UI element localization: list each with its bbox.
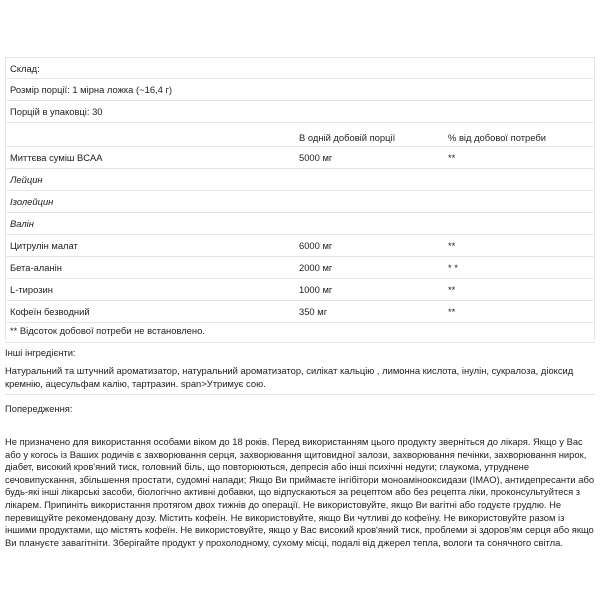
composition-title: Склад: [10,63,40,74]
table-row [5,169,595,191]
table-row [5,147,595,169]
warnings-section [5,394,595,548]
ingredient-name: Ізолейцин [10,196,54,207]
table-row [5,213,595,235]
ingredient-name: Цитрулін малат [10,240,78,251]
warnings-title: Попередження: [5,403,73,414]
ingredient-daily-value: * * [448,262,458,273]
warnings-text: Не призначено для використання особами віком до 18 років. Перед використанням цього продукту зверніться до лікаря. Якщо у Вас або у когось із Ваших родичів є захворювання серця, захворювання щитовидної залози, захворювання печінки, захворювання нирок, діабет, високий кров'яний тиск, головний біль, що повторюються, депресія або інші психічні недуги; глаукома, утруднене сечовипускання, збільшення простати, судомні напади; Якщо Ви приймаєте інгібітори моноамінооксидази (IMAO), антидепресанти або будь-які інші лікарські засоби, біологічно активні добавки, що відпускаються за рецептом або без рецепта ліки, проконсультуйтеся з лікарем. Припиніть використання протягом двох тижнів до операції. Не використовуйте, якщо Ви вагітні або годуєте грудлю. Не перевищуйте рекомендовану дозу. Містить кофеїн. Не використовуйте, якщо Ви чутливі до кофеїну. Не використовуйте разом із іншими продуктами, що містять кофеїн. Не використовуйте, якщо у Вас високий кров'яний тиск, проблеми зі здоров'ям серця або якщо Ви плануєте завагітніти. Зберігайте продукт у прохолодному, сухому місці, подалі від джерел тепла, вологи та сонячного світла. [5,436,595,548]
table-row [5,235,595,257]
table-header-row [5,123,595,147]
column-header-per-serving: В одній добовій порції [299,132,396,143]
ingredient-name: L-тирозин [10,284,53,295]
servings-per-container-row [5,101,595,123]
ingredient-name: Лейцин [10,174,43,185]
other-ingredients-section [5,342,595,389]
ingredient-amount: 350 мг [299,306,328,317]
ingredient-amount: 6000 мг [299,240,333,251]
ingredient-name: Миттєва суміш BCAA [10,152,103,163]
ingredient-daily-value: ** [448,284,456,295]
serving-size-row [5,79,595,101]
serving-size: Розмір порції: 1 мірна ложка (~16,4 г) [10,84,172,95]
ingredient-amount: 2000 мг [299,262,333,273]
table-row [5,301,595,323]
other-ingredients-text: Натуральний та штучний ароматизатор, натуральний ароматизатор, силікат кальцію , лимонна кислота, інулін, сукралоза, діоксид кремнію, ацесульфам калію, тартразин. span>Утримує сою. [5,365,574,389]
footnote-row [5,323,595,340]
ingredient-daily-value: ** [448,306,456,317]
ingredient-daily-value: ** [448,152,456,163]
table-row [5,257,595,279]
ingredient-daily-value: ** [448,240,456,251]
ingredient-name: Валін [10,218,34,229]
table-row [5,191,595,213]
ingredient-name: Кофеїн безводний [10,306,90,317]
ingredient-amount: 1000 мг [299,284,333,295]
servings-per-container: Порцій в упаковці: 30 [10,106,103,117]
composition-title-row [5,57,595,79]
other-ingredients-title: Інші інгредієнти: [5,347,76,358]
table-row [5,279,595,301]
ingredient-amount: 5000 мг [299,152,333,163]
footnote: ** Відсоток добової потреби не встановлено. [10,325,205,336]
ingredient-name: Бета-аланін [10,262,62,273]
column-header-daily-value: % від добової потреби [448,132,546,143]
